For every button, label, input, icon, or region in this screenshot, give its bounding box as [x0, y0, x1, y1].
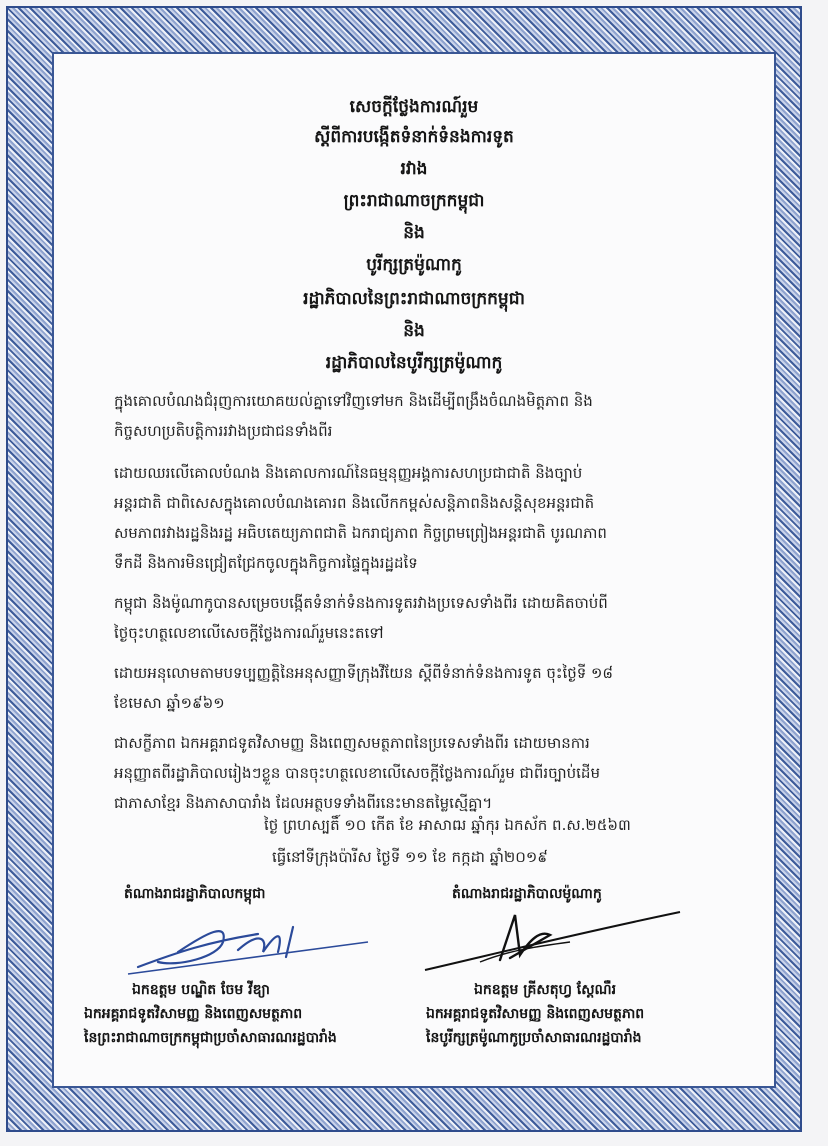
- text-line: ជាសក្ខីភាព ឯកអគ្គរាជទូតវិសាមញ្ញ និងពេញសមត្ថភាពនៃប្រទេសទាំងពីរ ដោយមានការ: [114, 734, 590, 752]
- date-solar: ធ្វើនៅទីក្រុងប៉ារីស ថ្ងៃទី ១១ ខែ កក្កដា ឆ្នាំ២០១៩: [272, 848, 548, 866]
- header-line: សេចក្តីថ្លែងការណ៍រួម: [349, 97, 479, 117]
- signature-left: [118, 912, 378, 982]
- signatory-right-name: ឯកឧត្តម គ្រីសតុហ្វ ស្តែណឺរ: [474, 982, 617, 998]
- paragraph-4: [114, 658, 752, 718]
- text-line: ខែមេសា ឆ្នាំ១៩៦១: [114, 694, 225, 712]
- header-line: រដ្ឋាភិបាលនៃបូរីក្សត្រម៉ូណាកូ: [325, 353, 503, 373]
- signatory-left-role: នៃព្រះរាជាណាចក្រកម្ពុជាប្រចាំសាធារណរដ្ឋបារាំង: [84, 1030, 337, 1046]
- text-line: អនុញ្ញាតពីរដ្ឋាភិបាលរៀងៗខ្លួន បានចុះហត្ថលេខាលើសេចក្តីថ្លែងការណ៍រួម ជាពីរច្បាប់ដើម: [114, 764, 600, 782]
- paragraph-2: [114, 458, 752, 578]
- text-line: ដោយអនុលោមតាមបទប្បញ្ញត្តិនៃអនុសញ្ញាទីក្រុងវីយែន ស្តីពីទំនាក់ទំនងការទូត ចុះថ្ងៃទី ១៨: [114, 664, 614, 682]
- text-line: ដោយឈរលើគោលបំណង និងគោលការណ៍នៃធម្មនុញ្ញអង្គការសហប្រជាជាតិ និងច្បាប់: [114, 464, 583, 482]
- header-line: និង: [403, 321, 425, 341]
- header-line: រដ្ឋាភិបាលនៃព្រះរាជាណាចក្រកម្ពុជា: [303, 289, 525, 309]
- text-line: ក្នុងគោលបំណងជំរុញការយោគយល់គ្នាទៅវិញទៅមក និងដើម្បីពង្រឹងចំណងមិត្តភាព និង: [114, 392, 593, 410]
- header-line: បូរីក្សត្រម៉ូណាកូ: [366, 255, 462, 275]
- paragraph-3: [114, 588, 752, 648]
- signatory-right-role: នៃបូរីក្សត្រម៉ូណាកូប្រចាំសាធារណរដ្ឋបារាំង: [426, 1030, 642, 1046]
- text-line: ថ្ងៃចុះហត្ថលេខាលើសេចក្តីថ្លែងការណ៍រួមនេះតទៅ: [114, 624, 384, 642]
- header-line: និង: [403, 223, 425, 243]
- text-line: ទឹកដី និងការមិនជ្រៀតជ្រែកចូលក្នុងកិច្ចការផ្ទៃក្នុងរដ្ឋដទៃ: [114, 554, 418, 572]
- paragraph-1: [114, 386, 752, 446]
- text-line: ជាភាសាខ្មែរ និងភាសាបារាំង ដែលអត្ថបទទាំងពីរនេះមានតម្លៃស្មើគ្នា។: [114, 794, 493, 812]
- date-lunar: ថ្ងៃ ព្រហស្បតិ៍ ១០ កើត ខែ អាសាឍ ឆ្នាំកុរ ឯកស័ក ព.ស.២៥៦៣: [264, 816, 631, 834]
- text-line: អន្តរជាតិ ជាពិសេសក្នុងគោលបំណងគោរព និងលើកកម្ពស់សន្តិភាពនិងសន្តិសុខអន្តរជាតិ: [114, 494, 595, 512]
- signatory-left-role: ឯកអគ្គរាជទូតវិសាមញ្ញ និងពេញសមត្ថភាព: [84, 1006, 303, 1022]
- text-line: កិច្ចសហប្រតិបត្តិការរវាងប្រជាជនទាំងពីរ: [114, 422, 333, 440]
- signatory-left-name: ឯកឧត្តម បណ្ឌិត ចែម វីឌ្យា: [132, 982, 270, 998]
- header-line: ស្តីពីការបង្កើតទំនាក់ទំនងការទូត: [314, 127, 514, 147]
- text-line: កម្ពុជា និងម៉ូណាកូបានសម្រេចបង្កើតទំនាក់ទំនងការទូតរវាងប្រទេសទាំងពីរ ដោយគិតចាប់ពី: [114, 594, 608, 612]
- signature-right: [420, 900, 690, 980]
- signatory-left-title: តំណាងរាជរដ្ឋាភិបាលកម្ពុជា: [124, 886, 266, 902]
- paragraph-5: [114, 728, 752, 818]
- text-line: សមភាពរវាងរដ្ឋនិងរដ្ឋ អធិបតេយ្យភាពជាតិ ឯករាជ្យភាព កិច្ចព្រមព្រៀងអន្តរជាតិ បូរណភាព: [114, 524, 607, 542]
- signatory-right-title: តំណាងរាជរដ្ឋាភិបាលម៉ូណាកូ: [452, 886, 602, 902]
- signatory-right-role: ឯកអគ្គរាជទូតវិសាមញ្ញ និងពេញសមត្ថភាព: [426, 1006, 645, 1022]
- header-line: ព្រះរាជាណាចក្រកម្ពុជា: [343, 191, 485, 211]
- header-line: រវាង: [400, 159, 428, 179]
